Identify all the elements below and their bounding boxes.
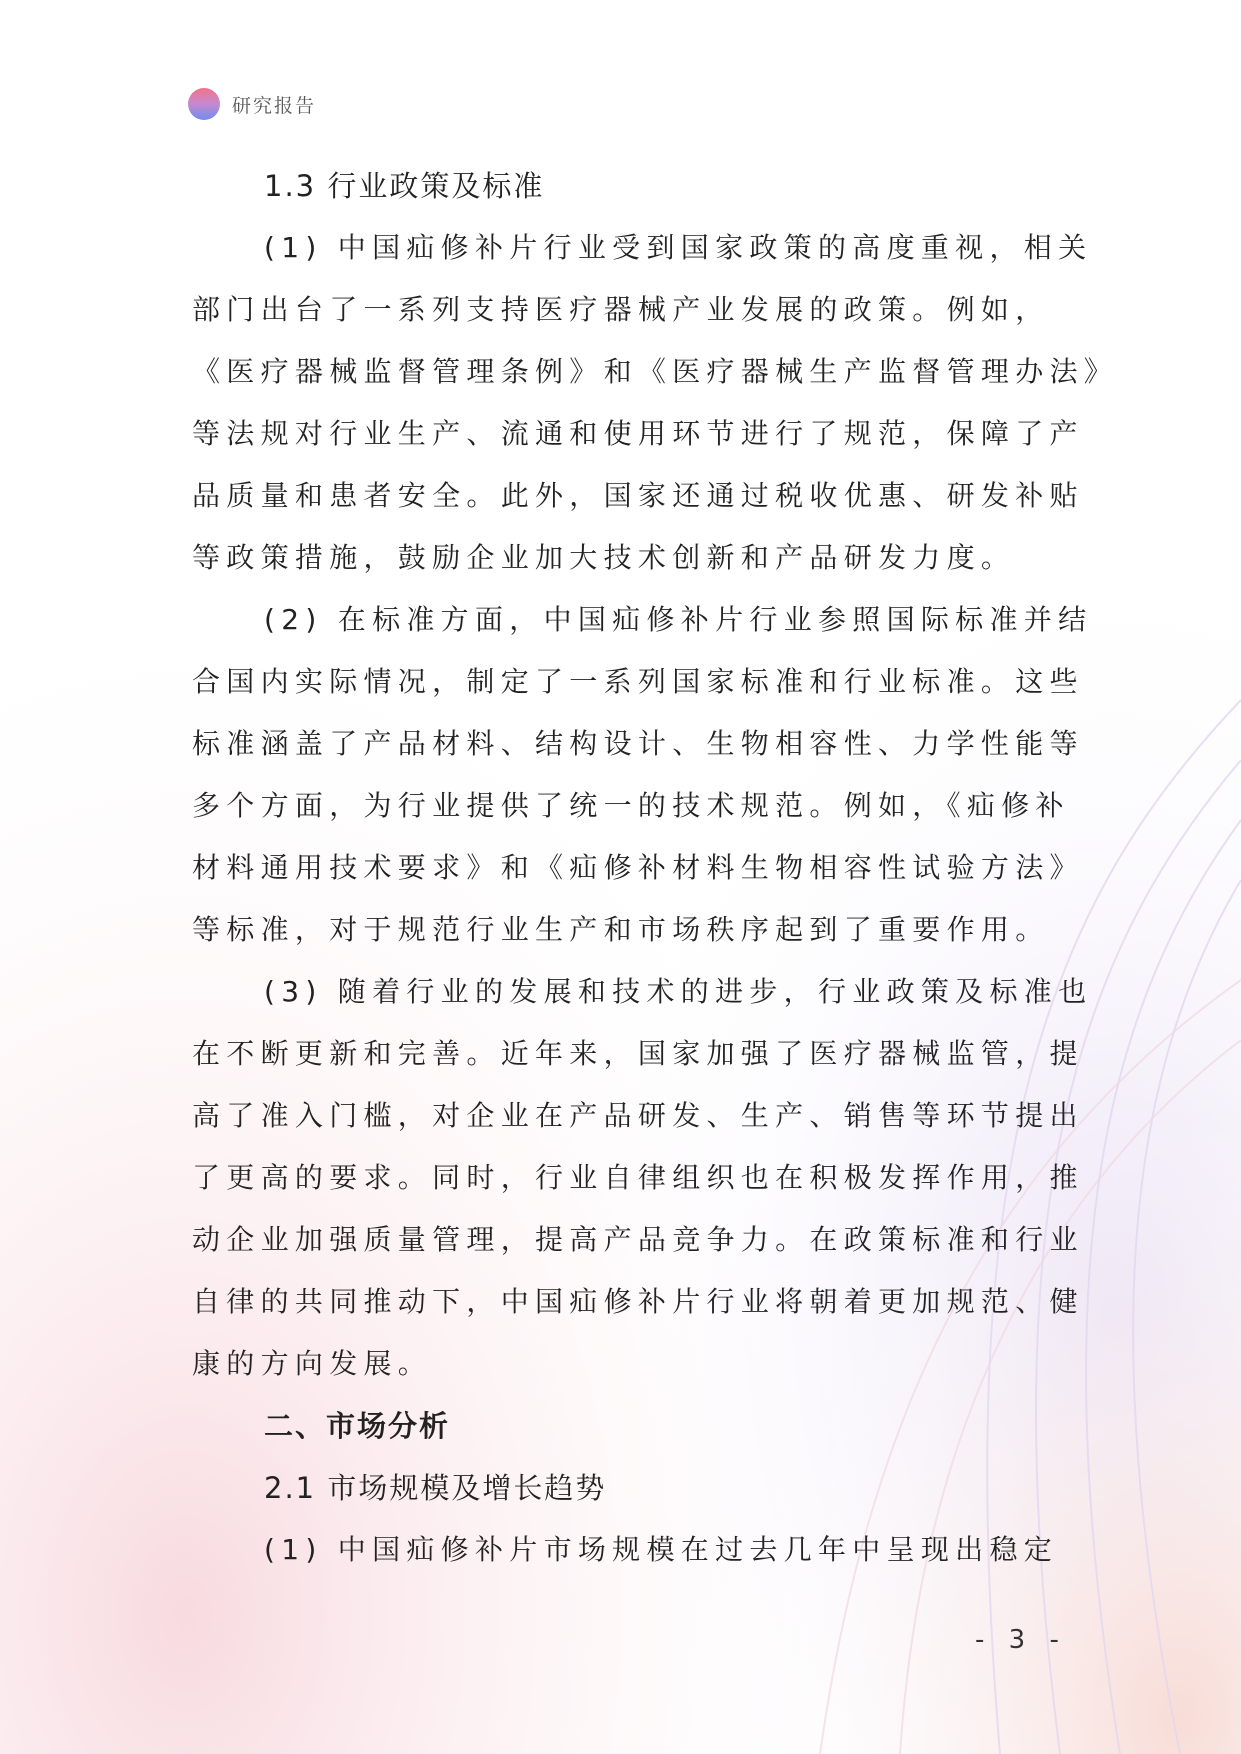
- paragraph-line: (2) 在标准方面，中国疝修补片行业参照国际标准并结: [264, 603, 1093, 636]
- paragraph-line: 等法规对行业生产、流通和使用环节进行了规范，保障了产: [192, 417, 1084, 450]
- paragraph-line: 了更高的要求。同时，行业自律组织也在积极发挥作用，推: [192, 1161, 1084, 1194]
- paragraph-line: (1) 中国疝修补片行业受到国家政策的高度重视，相关: [264, 231, 1093, 264]
- chapter-heading-market-analysis: 二、市场分析: [264, 1409, 451, 1443]
- paragraph-line: 多个方面，为行业提供了统一的技术规范。例如，《疝修补: [192, 789, 1070, 822]
- paragraph-line: 等政策措施，鼓励企业加大技术创新和产品研发力度。: [192, 541, 1016, 574]
- paragraph-line: 动企业加强质量管理，提高产品竞争力。在政策标准和行业: [192, 1223, 1084, 1256]
- report-logo-icon: [188, 88, 220, 120]
- paragraph-line: 康的方向发展。: [192, 1347, 433, 1380]
- paragraph-line: 标准涵盖了产品材料、结构设计、生物相容性、力学性能等: [192, 727, 1084, 760]
- paragraph-line: 合国内实际情况，制定了一系列国家标准和行业标准。这些: [192, 665, 1084, 698]
- paragraph-line: 等标准，对于规范行业生产和市场秩序起到了重要作用。: [192, 913, 1050, 946]
- paragraph-line: 在不断更新和完善。近年来，国家加强了医疗器械监管，提: [192, 1037, 1084, 1070]
- paragraph-line: (1) 中国疝修补片市场规模在过去几年中呈现出稳定: [264, 1533, 1059, 1566]
- page-number: - 3 -: [975, 1625, 1067, 1655]
- paragraph-line: 《医疗器械监督管理条例》和《医疗器械生产监督管理办法》: [192, 355, 1119, 388]
- paragraph-line: 自律的共同推动下，中国疝修补片行业将朝着更加规范、健: [192, 1285, 1084, 1318]
- paragraph-line: (3) 随着行业的发展和技术的进步，行业政策及标准也: [264, 975, 1093, 1008]
- section-heading-2-1: 2.1 市场规模及增长趋势: [264, 1471, 607, 1505]
- paragraph-line: 部门出台了一系列支持医疗器械产业发展的政策。例如，: [192, 293, 1050, 326]
- document-body: [192, 155, 1119, 1581]
- paragraph-line: 高了准入门槛，对企业在产品研发、生产、销售等环节提出: [192, 1099, 1084, 1132]
- section-heading-1-3: 1.3 行业政策及标准: [264, 169, 545, 203]
- report-header: [188, 88, 316, 120]
- header-label: 研究报告: [232, 94, 317, 117]
- paragraph-line: 材料通用技术要求》和《疝修补材料生物相容性试验方法》: [192, 851, 1084, 884]
- paragraph-line: 品质量和患者安全。此外，国家还通过税收优惠、研发补贴: [192, 479, 1084, 512]
